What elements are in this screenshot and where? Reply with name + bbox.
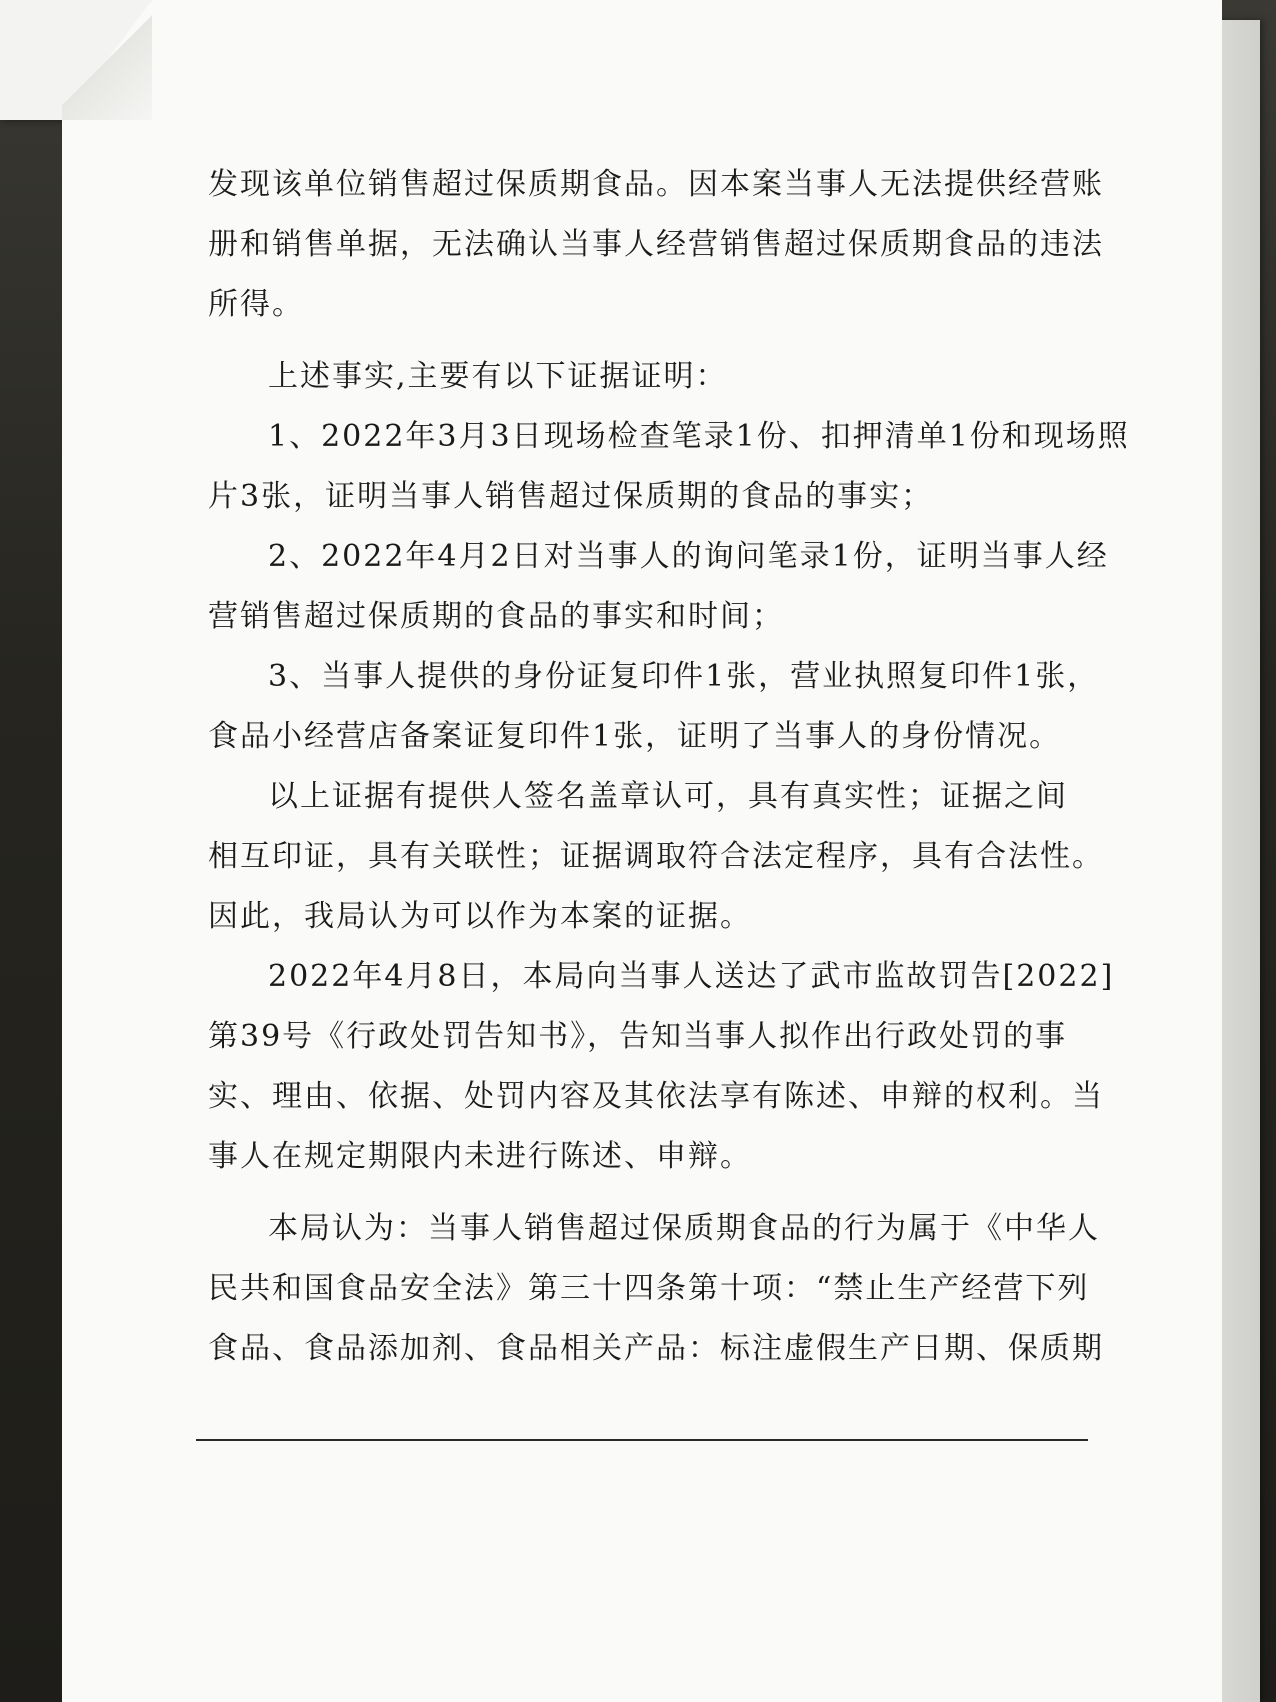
text-line: 民共和国食品安全法》第三十四条第十项：“禁止生产经营下列 [208, 1271, 1090, 1306]
text-line: 相互印证，具有关联性；证据调取符合法定程序，具有合法性。 [208, 839, 1104, 874]
text-line: 本局认为：当事人销售超过保质期食品的行为属于《中华人 [268, 1211, 1100, 1246]
text-line: 食品、食品添加剂、食品相关产品：标注虚假生产日期、保质期 [208, 1331, 1104, 1366]
text-line: 上述事实,主要有以下证据证明： [268, 359, 728, 394]
text-line: 2022年4月8日，本局向当事人送达了武市监故罚告[2022] [268, 959, 1115, 994]
paragraph-evidence-validity [208, 767, 1118, 947]
text-line: 1、2022年3月3日现场检查笔录1份、扣押清单1份和现场照 [268, 419, 1130, 454]
paragraph-evidence-1 [208, 407, 1130, 527]
paragraph-evidence-intro [208, 347, 1118, 407]
document-body [208, 155, 1130, 1379]
text-line: 以上证据有提供人签名盖章认可，具有真实性；证据之间 [268, 779, 1068, 814]
paragraph-legal-finding [208, 1199, 1118, 1379]
text-line: 2、2022年4月2日对当事人的询问笔录1份，证明当事人经 [268, 539, 1109, 574]
text-line: 营销售超过保质期的食品的事实和时间； [208, 599, 784, 634]
page-corner-fold [62, 0, 152, 120]
text-line: 3、当事人提供的身份证复印件1张，营业执照复印件1张， [268, 659, 1100, 694]
text-line: 所得。 [208, 287, 304, 322]
text-line: 因此，我局认为可以作为本案的证据。 [208, 899, 752, 934]
text-line: 第39号《行政处罚告知书》，告知当事人拟作出行政处罚的事 [208, 1019, 1068, 1054]
text-line: 事人在规定期限内未进行陈述、申辩。 [208, 1139, 752, 1174]
text-line: 食品小经营店备案证复印件1张，证明了当事人的身份情况。 [208, 719, 1062, 754]
paragraph-illegal-income [208, 155, 1118, 335]
text-line: 册和销售单据，无法确认当事人经营销售超过保质期食品的违法 [208, 227, 1104, 262]
paragraph-evidence-3 [208, 647, 1118, 767]
footer-rule [196, 1439, 1088, 1441]
text-line: 发现该单位销售超过保质期食品。因本案当事人无法提供经营账 [208, 167, 1104, 202]
text-line: 片3张，证明当事人销售超过保质期的食品的事实； [208, 479, 934, 514]
text-line: 实、理由、依据、处罚内容及其依法享有陈述、申辩的权利。当 [208, 1079, 1104, 1114]
paragraph-evidence-2 [208, 527, 1118, 647]
paragraph-penalty-notice [208, 947, 1118, 1187]
